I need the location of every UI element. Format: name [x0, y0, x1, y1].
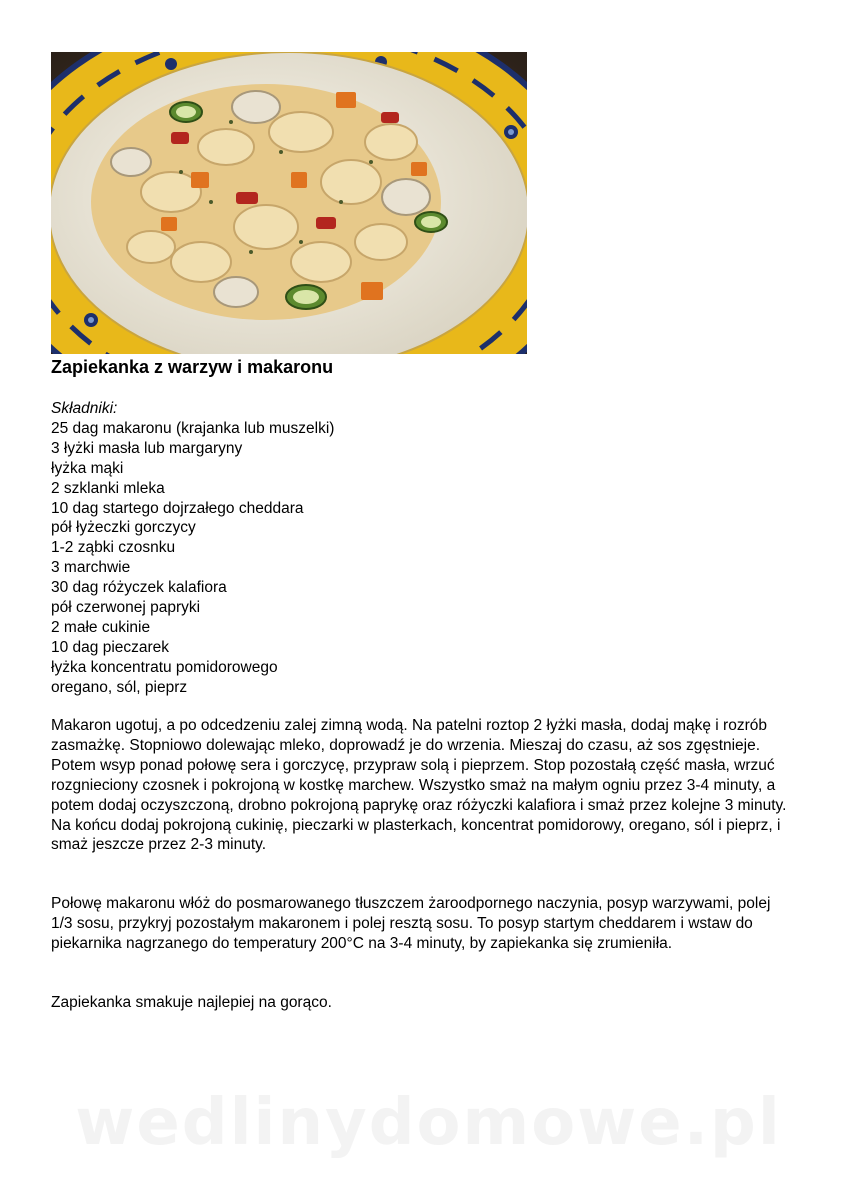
watermark: wedlinydomowe.pl — [75, 1086, 782, 1160]
ingredient-item: 1-2 ząbki czosnku — [51, 539, 176, 557]
ingredient-item: pół łyżeczki gorczycy — [51, 519, 196, 537]
ingredient-item: oregano, sól, pieprz — [51, 678, 188, 696]
ingredient-item: 30 dag różyczek kalafiora — [51, 579, 227, 597]
instructions-paragraph-cooking: Makaron ugotuj, a po odcedzeniu zalej zimną wodą. Na patelni roztop 2 łyżki masła, dodaj mąkę i rozrób zasmażkę. Stopniowo dolewając mleko, doprowadź je do wrzenia. Mieszaj do czasu, aż sos zgęstnieje. Potem wsyp ponad połowę sera i gorczycę, przypraw solą i pieprzem. Stop pozostałą część masła, wrzuć rozgnieciony czosnek i pokrojoną w kostkę marchew. Wszystko smaż na małym ogniu przez 3-4 minuty, a potem dodaj oczyszczoną, drobno pokrojoną paprykę oraz różyczki kalafiora i smaż przez kolejne 3 minuty. Na końcu dodaj pokrojoną cukinię, pieczarki w plasterkach, koncentrat pomidorowy, oregano, sól i pieprz, i smaż jeszcze przez 2-3 minuty. — [51, 717, 787, 854]
page-title: Zapiekanka z warzyw i makaronu — [51, 357, 334, 377]
ingredient-item: 10 dag pieczarek — [51, 638, 170, 656]
ingredient-item: 25 dag makaronu (krajanka lub muszelki) — [51, 419, 335, 437]
serving-note: Zapiekanka smakuje najlepiej na gorąco. — [51, 994, 332, 1011]
ingredient-item: 2 szklanki mleka — [51, 479, 165, 497]
ingredient-item: pół czerwonej papryki — [51, 599, 201, 617]
ingredient-item: łyżka mąki — [51, 459, 124, 477]
ingredient-item: 3 marchwie — [51, 559, 131, 577]
ingredient-item: łyżka koncentratu pomidorowego — [51, 658, 278, 676]
ingredients-section — [51, 399, 334, 698]
ingredients-list — [51, 419, 334, 698]
ingredient-item: 10 dag startego dojrzałego cheddara — [51, 499, 304, 517]
pasta-vegetable-plate-photo-icon — [51, 52, 527, 354]
ingredients-label: Składniki: — [51, 400, 118, 417]
recipe-photo — [51, 52, 527, 354]
ingredient-item: 2 małe cukinie — [51, 618, 151, 636]
instructions-paragraph-baking: Połowę makaronu włóż do posmarowanego tłuszczem żaroodpornego naczynia, posyp warzywami, polej 1/3 sosu, przykryj pozostałym makaronem i polej resztą sosu. To posyp startym cheddarem i wstaw do piekarnika nagrzanego do temperatury 200°C na 3-4 minuty, by zapiekanka się zrumieniła. — [51, 895, 771, 952]
ingredient-item: 3 łyżki masła lub margaryny — [51, 439, 243, 457]
